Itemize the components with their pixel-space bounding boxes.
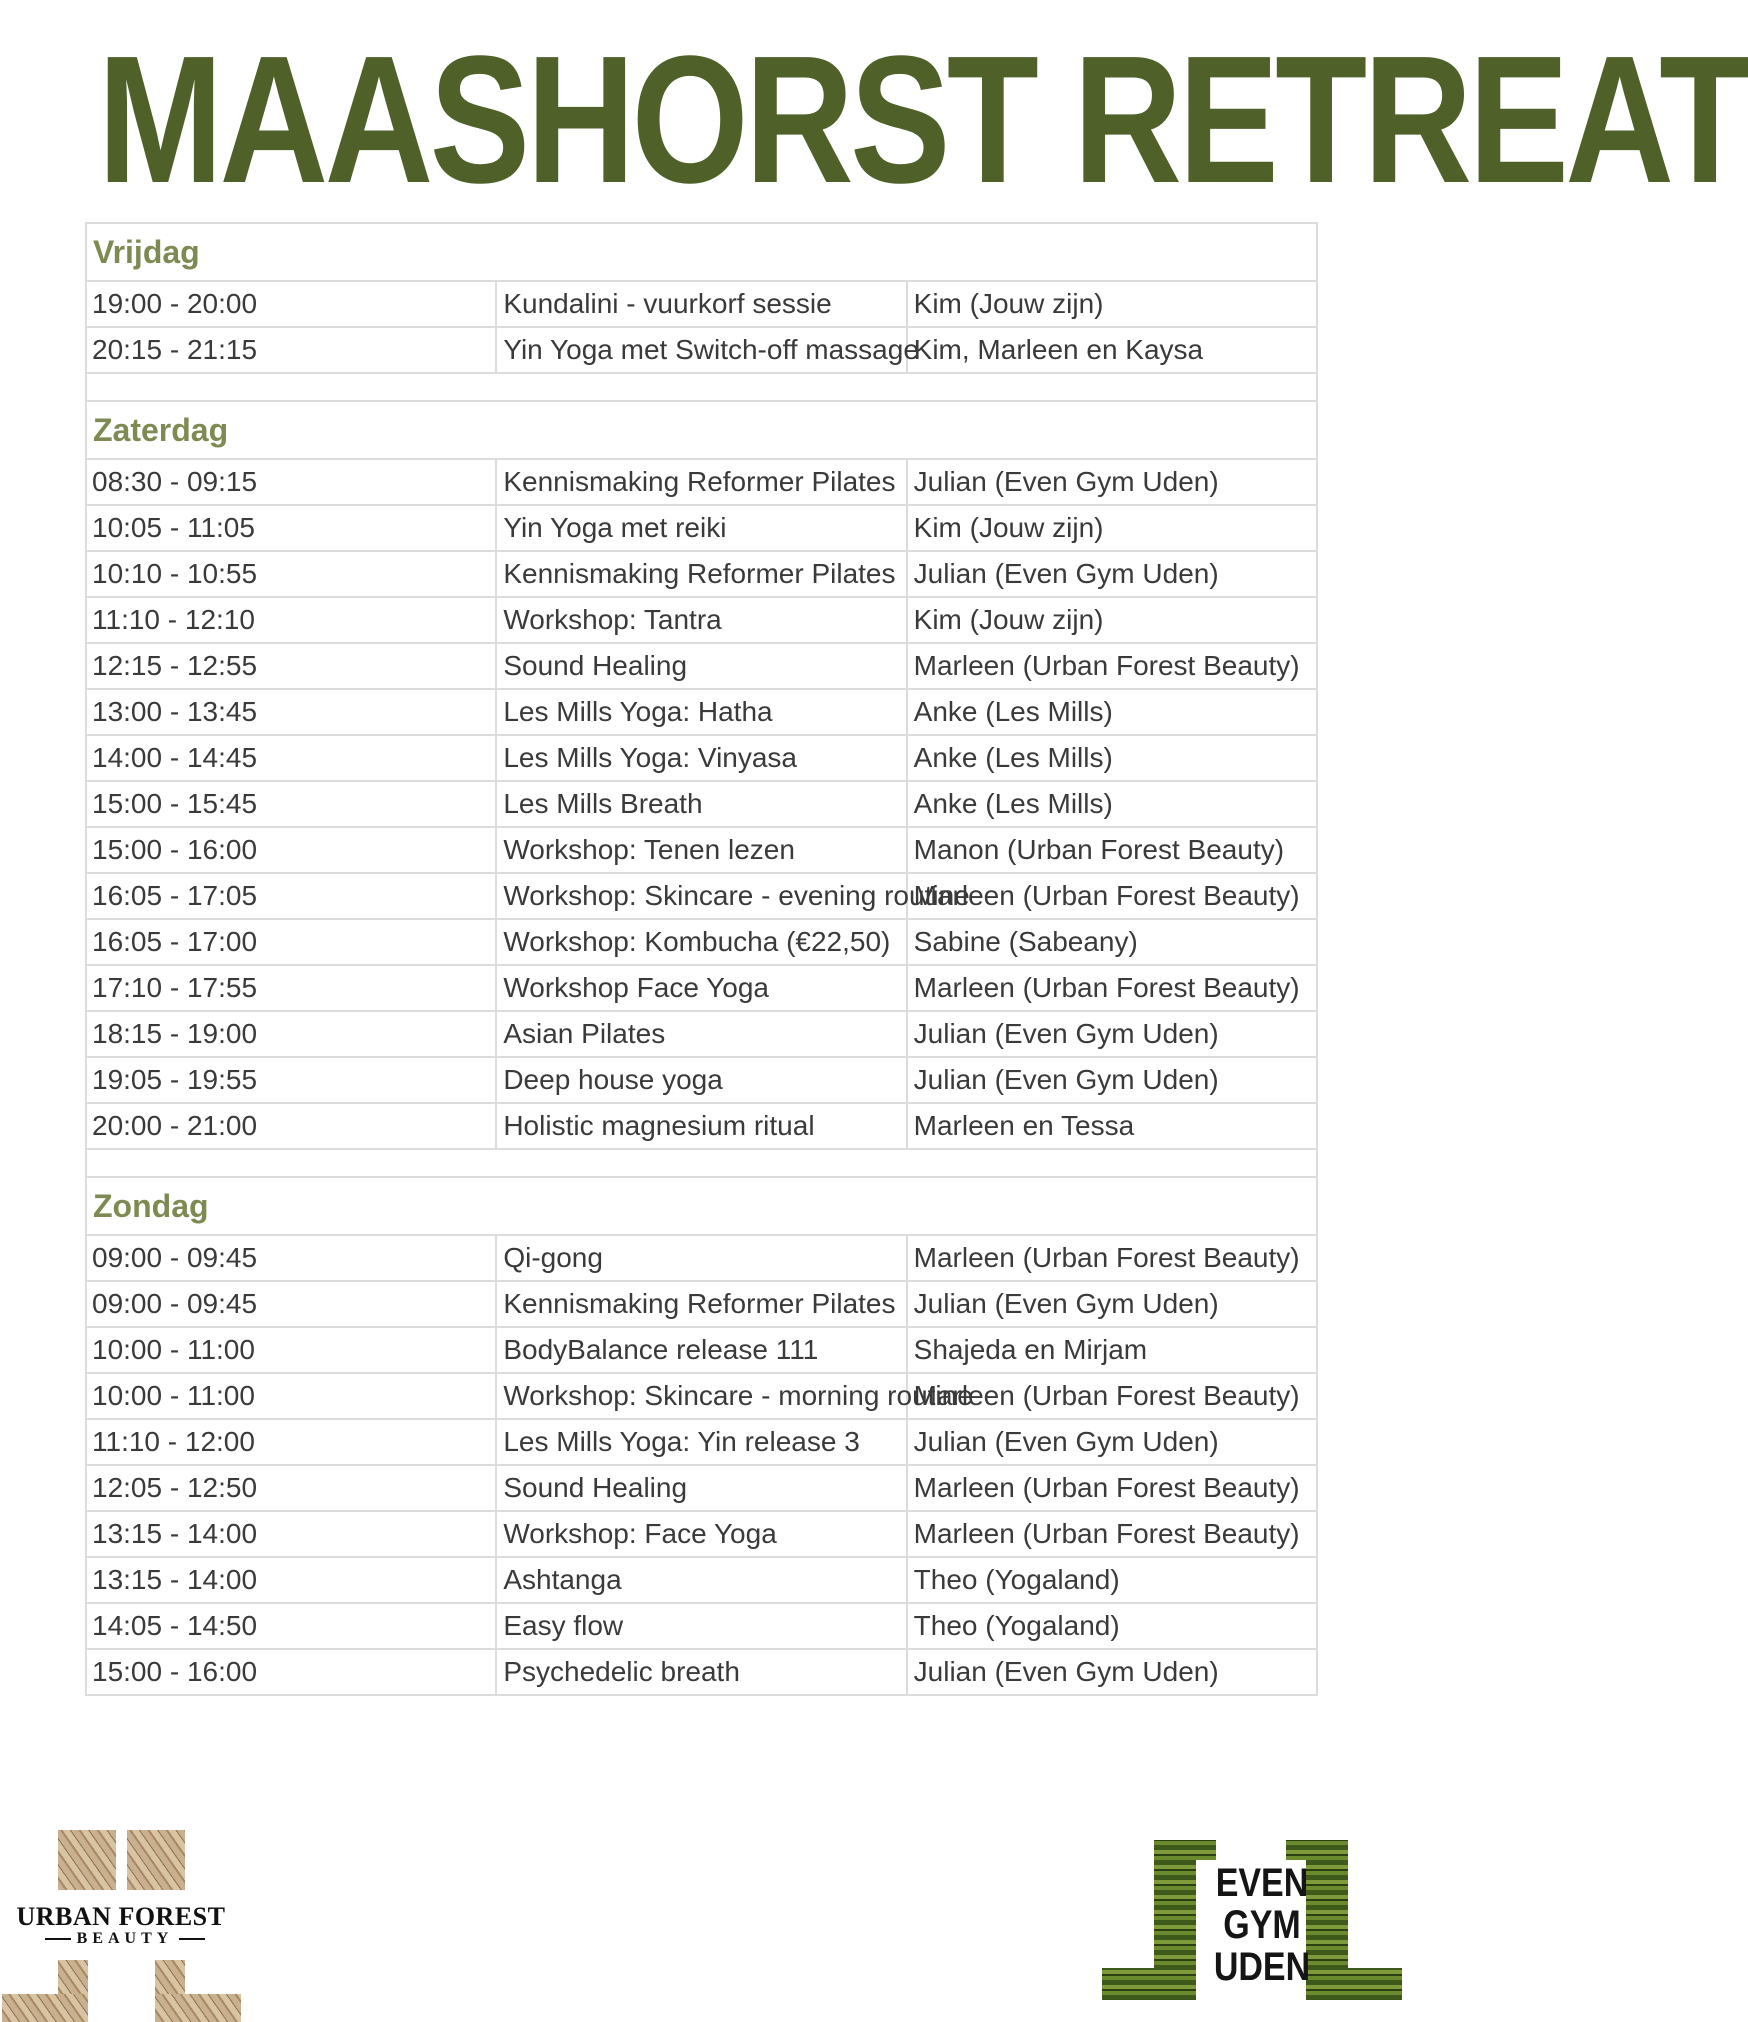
activity-cell: Kennismaking Reformer Pilates: [496, 551, 906, 597]
table-row: [86, 827, 1317, 873]
activity-cell: Yin Yoga met Switch-off massage: [496, 327, 906, 373]
table-row: [86, 1235, 1317, 1281]
activity-cell: Workshop: Kombucha (€22,50): [496, 919, 906, 965]
day-heading-row: [86, 1177, 1317, 1235]
table-row: [86, 1281, 1317, 1327]
activity-cell: Sound Healing: [496, 1465, 906, 1511]
activity-cell: Workshop Face Yoga: [496, 965, 906, 1011]
table-row: [86, 1103, 1317, 1149]
instructor-cell: Julian (Even Gym Uden): [907, 1419, 1317, 1465]
instructor-cell: Julian (Even Gym Uden): [907, 1057, 1317, 1103]
instructor-cell: Kim (Jouw zijn): [907, 597, 1317, 643]
table-row: [86, 1511, 1317, 1557]
activity-cell: Asian Pilates: [496, 1011, 906, 1057]
logo-name: URBAN FOREST: [16, 1902, 226, 1931]
activity-cell: Workshop: Skincare - morning routine: [496, 1373, 906, 1419]
activity-cell: Workshop: Tantra: [496, 597, 906, 643]
time-cell: 11:10 - 12:10: [86, 597, 496, 643]
instructor-cell: Sabine (Sabeany): [907, 919, 1317, 965]
urban-forest-beauty-logo: [0, 1822, 250, 2000]
table-row: [86, 1373, 1317, 1419]
time-cell: 13:00 - 13:45: [86, 689, 496, 735]
instructor-cell: Shajeda en Mirjam: [907, 1327, 1317, 1373]
activity-cell: Sound Healing: [496, 643, 906, 689]
time-cell: 11:10 - 12:00: [86, 1419, 496, 1465]
instructor-cell: Marleen (Urban Forest Beauty): [907, 643, 1317, 689]
table-row: [86, 1603, 1317, 1649]
logo-line: UDEN: [1213, 1945, 1311, 1989]
time-cell: 15:00 - 16:00: [86, 1649, 496, 1695]
logo-line: GYM: [1223, 1903, 1301, 1947]
activity-cell: Les Mills Yoga: Yin release 3: [496, 1419, 906, 1465]
instructor-cell: Julian (Even Gym Uden): [907, 1011, 1317, 1057]
table-row: [86, 873, 1317, 919]
day-heading-row: [86, 223, 1317, 281]
time-cell: 17:10 - 17:55: [86, 965, 496, 1011]
activity-cell: Psychedelic breath: [496, 1649, 906, 1695]
instructor-cell: Julian (Even Gym Uden): [907, 459, 1317, 505]
time-cell: 16:05 - 17:00: [86, 919, 496, 965]
instructor-cell: Julian (Even Gym Uden): [907, 1281, 1317, 1327]
instructor-cell: Marleen (Urban Forest Beauty): [907, 1465, 1317, 1511]
time-cell: 10:00 - 11:00: [86, 1373, 496, 1419]
table-row: [86, 1011, 1317, 1057]
time-cell: 14:00 - 14:45: [86, 735, 496, 781]
time-cell: 10:00 - 11:00: [86, 1327, 496, 1373]
activity-cell: Workshop: Skincare - evening routine: [496, 873, 906, 919]
activity-cell: Les Mills Yoga: Vinyasa: [496, 735, 906, 781]
instructor-cell: Julian (Even Gym Uden): [907, 1649, 1317, 1695]
time-cell: 08:30 - 09:15: [86, 459, 496, 505]
instructor-cell: Kim, Marleen en Kaysa: [907, 327, 1317, 373]
day-heading: Zondag: [86, 1177, 1317, 1235]
activity-cell: Ashtanga: [496, 1557, 906, 1603]
table-row: [86, 689, 1317, 735]
table-row: [86, 597, 1317, 643]
logo-wood-block: [2, 1994, 88, 2022]
time-cell: 18:15 - 19:00: [86, 1011, 496, 1057]
activity-cell: Kennismaking Reformer Pilates: [496, 459, 906, 505]
table-row: [86, 965, 1317, 1011]
activity-cell: Kundalini - vuurkorf sessie: [496, 281, 906, 327]
table-row: [86, 1649, 1317, 1695]
table-row: [86, 781, 1317, 827]
logo-wood-block: [155, 1994, 241, 2022]
day-heading: Zaterdag: [86, 401, 1317, 459]
table-row: [86, 1557, 1317, 1603]
instructor-cell: Anke (Les Mills): [907, 735, 1317, 781]
page-title: MAASHORST RETREAT: [97, 18, 1748, 222]
day-heading: Vrijdag: [86, 223, 1317, 281]
table-row: [86, 919, 1317, 965]
activity-cell: Holistic magnesium ritual: [496, 1103, 906, 1149]
table-row: [86, 643, 1317, 689]
instructor-cell: Julian (Even Gym Uden): [907, 551, 1317, 597]
time-cell: 13:15 - 14:00: [86, 1511, 496, 1557]
time-cell: 19:00 - 20:00: [86, 281, 496, 327]
time-cell: 12:05 - 12:50: [86, 1465, 496, 1511]
time-cell: 09:00 - 09:45: [86, 1235, 496, 1281]
table-row: [86, 551, 1317, 597]
time-cell: 15:00 - 16:00: [86, 827, 496, 873]
instructor-cell: Kim (Jouw zijn): [907, 505, 1317, 551]
instructor-cell: Marleen (Urban Forest Beauty): [907, 1373, 1317, 1419]
activity-cell: Easy flow: [496, 1603, 906, 1649]
activity-cell: BodyBalance release 111: [496, 1327, 906, 1373]
time-cell: 14:05 - 14:50: [86, 1603, 496, 1649]
table-row: [86, 1465, 1317, 1511]
day-heading-row: [86, 401, 1317, 459]
instructor-cell: Kim (Jouw zijn): [907, 281, 1317, 327]
time-cell: 09:00 - 09:45: [86, 1281, 496, 1327]
table-row: [86, 1327, 1317, 1373]
table-row: [86, 281, 1317, 327]
instructor-cell: Marleen en Tessa: [907, 1103, 1317, 1149]
activity-cell: Yin Yoga met reiki: [496, 505, 906, 551]
spacer-cell: [86, 373, 1317, 401]
even-gym-uden-logo: [1094, 1820, 1410, 2000]
day-spacer-row: [86, 373, 1317, 401]
activity-cell: Les Mills Breath: [496, 781, 906, 827]
instructor-cell: Anke (Les Mills): [907, 689, 1317, 735]
time-cell: 10:10 - 10:55: [86, 551, 496, 597]
activity-cell: Les Mills Yoga: Hatha: [496, 689, 906, 735]
instructor-cell: Marleen (Urban Forest Beauty): [907, 1511, 1317, 1557]
activity-cell: Workshop: Face Yoga: [496, 1511, 906, 1557]
time-cell: 20:00 - 21:00: [86, 1103, 496, 1149]
instructor-cell: Manon (Urban Forest Beauty): [907, 827, 1317, 873]
instructor-cell: Marleen (Urban Forest Beauty): [907, 1235, 1317, 1281]
activity-cell: Workshop: Tenen lezen: [496, 827, 906, 873]
instructor-cell: Theo (Yogaland): [907, 1557, 1317, 1603]
spacer-cell: [86, 1149, 1317, 1177]
instructor-cell: Marleen (Urban Forest Beauty): [907, 965, 1317, 1011]
logo-wood-block: [127, 1830, 185, 1890]
time-cell: 16:05 - 17:05: [86, 873, 496, 919]
logo-line: EVEN: [1215, 1861, 1309, 1905]
instructor-cell: Marleen (Urban Forest Beauty): [907, 873, 1317, 919]
day-spacer-row: [86, 1149, 1317, 1177]
table-row: [86, 505, 1317, 551]
time-cell: 15:00 - 15:45: [86, 781, 496, 827]
instructor-cell: Anke (Les Mills): [907, 781, 1317, 827]
schedule-table: [85, 222, 1318, 1696]
table-row: [86, 735, 1317, 781]
activity-cell: Deep house yoga: [496, 1057, 906, 1103]
schedule-body: [86, 223, 1317, 1695]
time-cell: 20:15 - 21:15: [86, 327, 496, 373]
instructor-cell: Theo (Yogaland): [907, 1603, 1317, 1649]
table-row: [86, 327, 1317, 373]
time-cell: 13:15 - 14:00: [86, 1557, 496, 1603]
table-row: [86, 1057, 1317, 1103]
time-cell: 19:05 - 19:55: [86, 1057, 496, 1103]
logo-name: [1211, 1862, 1313, 1988]
activity-cell: Kennismaking Reformer Pilates: [496, 1281, 906, 1327]
time-cell: 12:15 - 12:55: [86, 643, 496, 689]
table-row: [86, 459, 1317, 505]
logo-subtitle: BEAUTY: [30, 1930, 220, 1948]
logo-wood-block: [58, 1830, 116, 1890]
activity-cell: Qi-gong: [496, 1235, 906, 1281]
time-cell: 10:05 - 11:05: [86, 505, 496, 551]
table-row: [86, 1419, 1317, 1465]
